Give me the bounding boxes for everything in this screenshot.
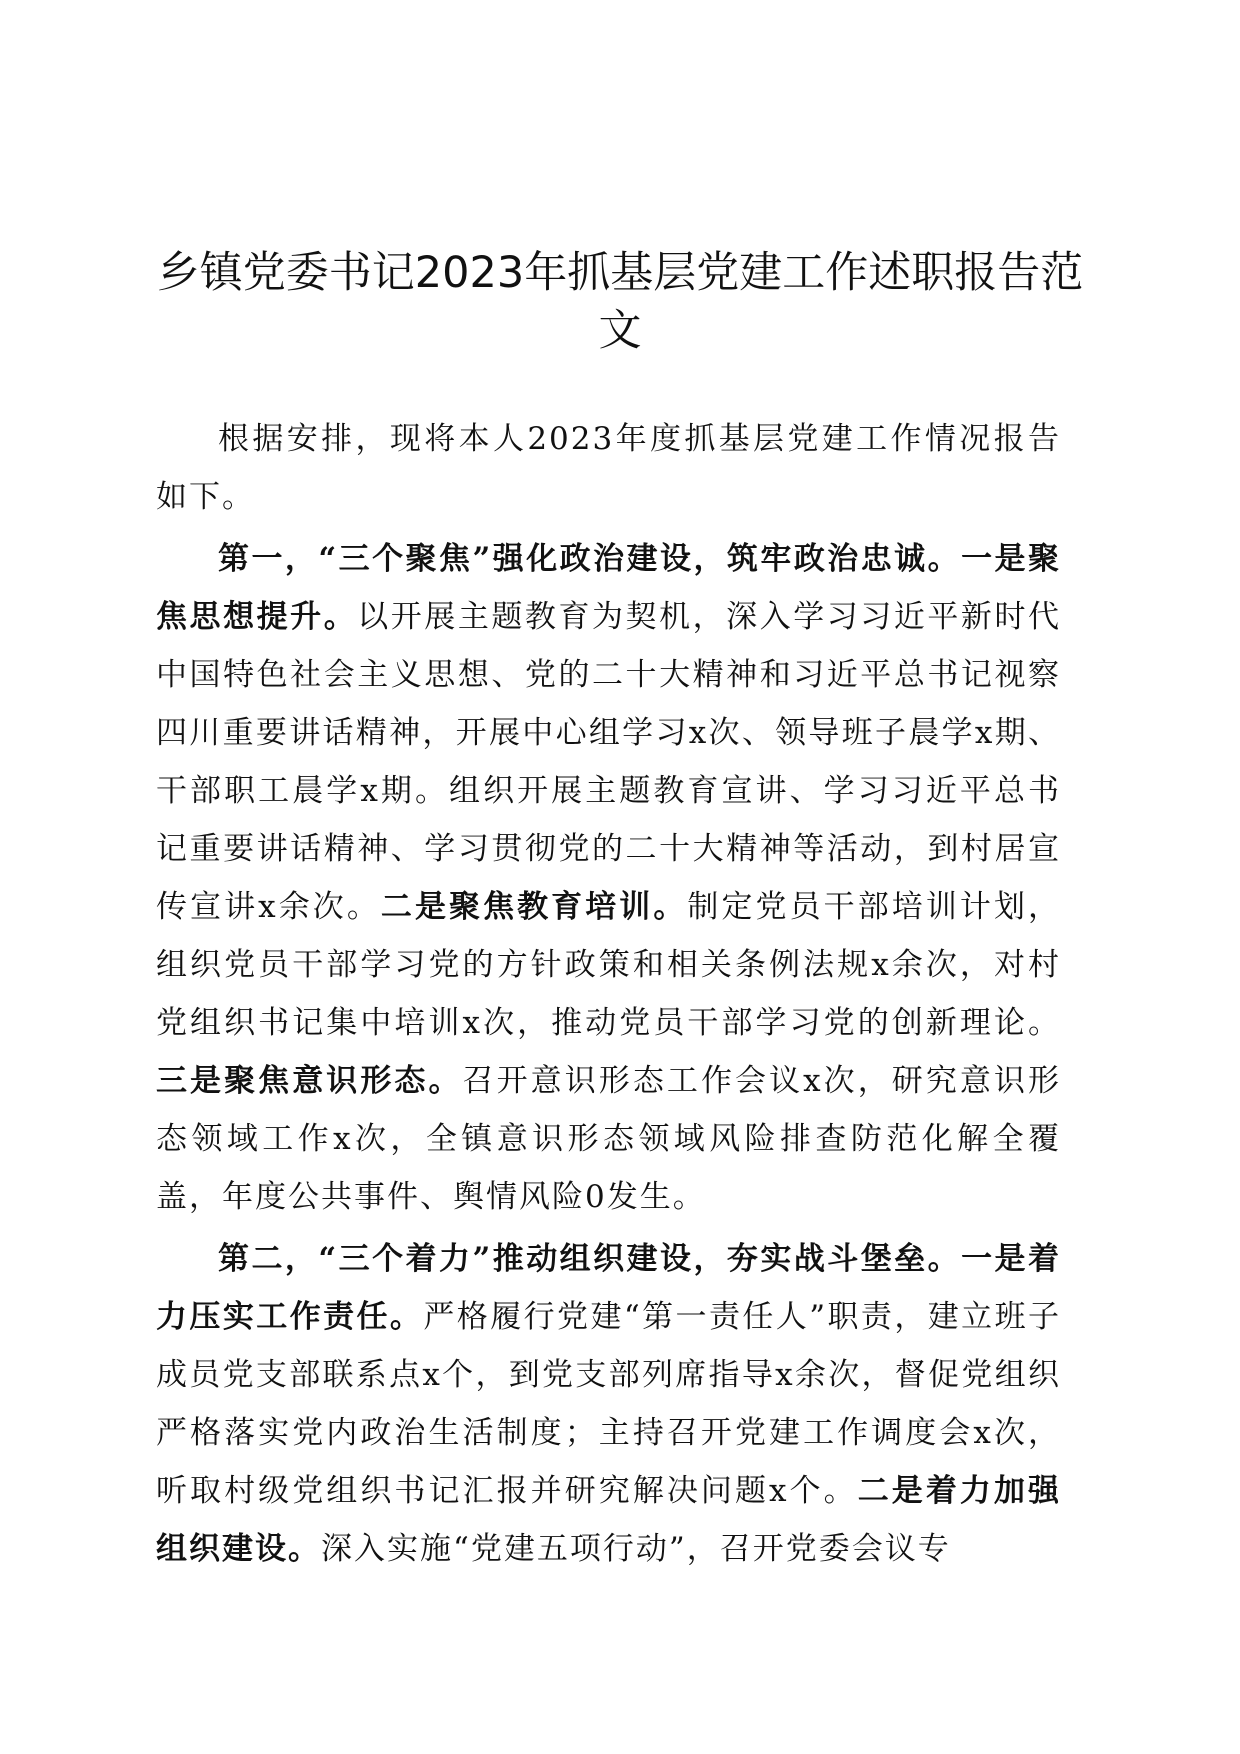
section-2-heading: 第二，“三个着力”推动组织建设，夯实战斗堡垒。 [218, 1241, 962, 1277]
document-title: 乡镇党委书记2023年抓基层党建工作述职报告范文 [156, 248, 1084, 356]
section-1-point-3-lead: 三是聚焦意识形态。 [156, 1063, 463, 1099]
section-2-point-1-text: 严格履行党建“第一责任人”职责，建立班子成员党支部联系点x个，到党支部列席指导x余次，督促党组织严格落实党内政治生活制度；主持召开党建工作调度会x次，听取村级党组织书记汇报并研究解决问题x个。 [156, 1299, 1062, 1509]
section-1-point-2-lead: 二是聚焦教育培训。 [380, 889, 688, 925]
section-1-point-2-text: 制定党员干部培训计划，组织党员干部学习党的方针政策和相关条例法规x余次，对村党组织书记集中培训x次，推动党员干部学习党的创新理论。 [156, 889, 1062, 1041]
section-2-point-2-lead: 二是着力加强组织建设。 [156, 1473, 1062, 1567]
section-1-point-3-text: 召开意识形态工作会议x次，研究意识形态领域工作x次，全镇意识形态领域风险排查防范化解全覆盖，年度公共事件、舆情风险0发生。 [156, 1063, 1062, 1215]
section-2-paragraph [156, 1230, 1061, 1578]
section-1-paragraph [156, 530, 1061, 1226]
section-1-point-1-lead: 一是聚焦思想提升。 [156, 541, 1061, 635]
section-1-point-1-text: 以开展主题教育为契机，深入学习习近平新时代中国特色社会主义思想、党的二十大精神和习近平总书记视察四川重要讲话精神，开展中心组学习x次、领导班子晨学x期、干部职工晨学x期。组织开展主题教育宣讲、学习习近平总书记重要讲话精神、学习贯彻党的二十大精神等活动，到村居宣传宣讲x余次。 [156, 599, 1062, 925]
section-2-point-2-text: 深入实施“党建五项行动”，召开党委会议专 [321, 1531, 951, 1567]
document-body [156, 410, 1061, 1578]
intro-paragraph: 根据安排，现将本人2023年度抓基层党建工作情况报告如下。 [156, 421, 1061, 515]
section-2-point-1-lead: 一是着力压实工作责任。 [156, 1241, 1061, 1335]
section-1-heading: 第一，“三个聚焦”强化政治建设，筑牢政治忠诚。 [218, 541, 962, 577]
